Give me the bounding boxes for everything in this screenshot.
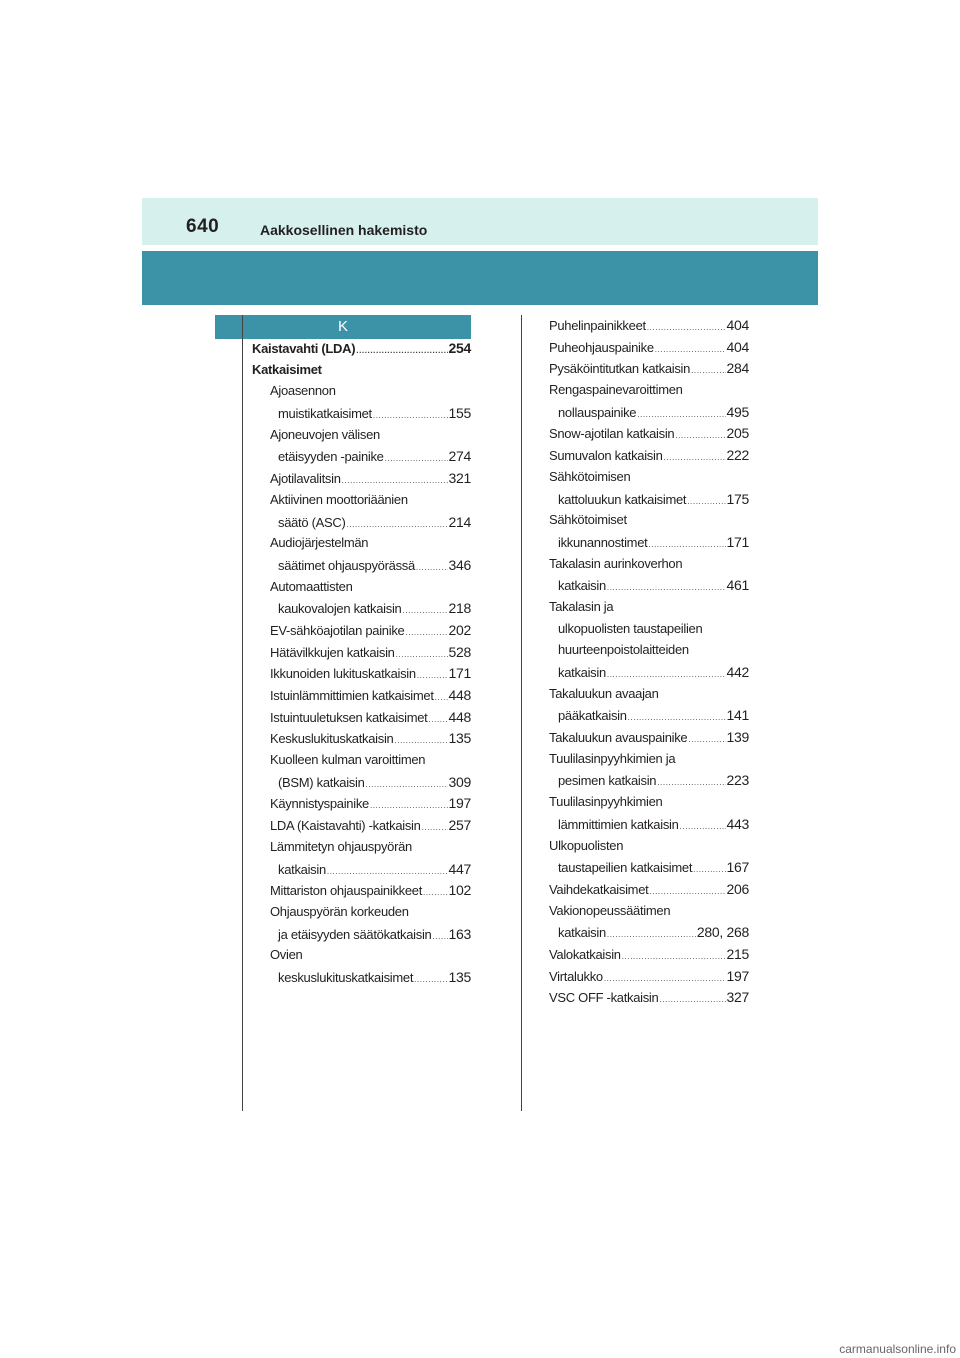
page-reference: 163 (448, 925, 471, 942)
entry-label: Kaistavahti (LDA) (252, 341, 356, 356)
section-letter: K (215, 315, 471, 339)
index-entry (252, 817, 471, 839)
page-reference: 448 (448, 687, 471, 703)
page-reference: 139 (726, 729, 749, 746)
index-entry (549, 946, 749, 968)
index-entry (549, 924, 749, 946)
leader-dots (370, 801, 448, 810)
entry-label: pesimen katkaisin (558, 773, 657, 789)
index-entry (549, 404, 749, 426)
index-entry (549, 989, 749, 1011)
entry-label: katkaisin (558, 665, 606, 680)
entry-label: Aktiivinen moottoriäänien (270, 491, 408, 507)
leader-dots (604, 974, 726, 983)
entry-label: säätimet ohjauspyörässä (278, 557, 415, 573)
leader-dots (622, 952, 726, 961)
page-reference: 280, 268 (696, 924, 749, 941)
leader-dots (688, 735, 725, 744)
entry-label: Katkaisimet (252, 361, 322, 377)
index-entry (549, 534, 749, 556)
entry-label: muistikatkaisimet (278, 406, 372, 422)
index-entry (549, 794, 749, 816)
entry-label: kattoluukun katkaisimet (558, 491, 687, 507)
leader-dots (607, 930, 696, 939)
page-reference: 223 (726, 772, 749, 789)
page-reference: 167 (726, 859, 749, 876)
index-entry (549, 664, 749, 686)
index-entry (549, 686, 749, 708)
index-entry (549, 469, 749, 491)
entry-label: Tuulilasinpyyhkimien (549, 794, 663, 810)
leader-dots (432, 932, 447, 941)
entry-label: Ulkopuolisten (549, 837, 624, 853)
index-entry (549, 838, 749, 860)
page-reference: 205 (726, 425, 749, 442)
page-reference: 327 (726, 989, 749, 1006)
leader-dots (396, 650, 448, 659)
leader-dots (647, 323, 726, 332)
entry-label: Takaluukun avauspainike (549, 730, 688, 746)
index-entry (549, 491, 749, 513)
entry-label: katkaisin (278, 861, 326, 877)
leader-dots (366, 780, 448, 789)
index-entry (549, 382, 749, 404)
leader-dots (327, 867, 448, 876)
page-reference: 448 (448, 708, 471, 725)
page-reference: 461 (726, 577, 749, 594)
entry-label: Ikkunoiden lukituskatkaisin (270, 666, 416, 682)
index-entry (549, 968, 749, 990)
index-entry (549, 512, 749, 534)
entry-label: etäisyyden -painike (278, 449, 384, 465)
index-entry (252, 926, 471, 948)
index-entry (252, 427, 471, 449)
footer-watermark: carmanualsonline.info (839, 1342, 956, 1356)
entry-label: Istuinlämmittimien katkaisimet (270, 688, 434, 703)
leader-dots (664, 453, 726, 462)
entry-label: taustapeilien katkaisimet (558, 860, 693, 876)
index-entry (252, 752, 471, 774)
leader-dots (422, 823, 448, 832)
page-reference: 284 (726, 360, 749, 377)
index-entry (549, 317, 749, 339)
index-entry (252, 514, 471, 536)
entry-label: Audiojärjestelmän (270, 535, 369, 551)
leader-dots (657, 778, 725, 787)
leader-dots (675, 431, 725, 440)
index-entry (252, 644, 471, 666)
index-entry (549, 881, 749, 903)
entry-label: säätö (ASC) (278, 514, 346, 530)
index-column-left (252, 340, 471, 991)
entry-label: keskuslukituskatkaisimet (278, 969, 414, 985)
index-entry (549, 707, 749, 729)
index-entry (252, 579, 471, 601)
leader-dots (648, 540, 725, 549)
index-entry (549, 621, 749, 643)
index-entry (252, 448, 471, 470)
leader-dots (342, 476, 448, 485)
leader-dots (356, 346, 447, 355)
leader-dots (637, 410, 725, 419)
entry-label: Kuolleen kulman varoittimen (270, 752, 426, 768)
entry-label: ulkopuolisten taustapeilien (558, 620, 703, 636)
index-entry (252, 340, 471, 362)
page-number: 640 (186, 216, 220, 237)
leader-dots (405, 628, 447, 637)
entry-label: lämmittimien katkaisin (558, 816, 679, 832)
page-reference: 206 (726, 880, 749, 897)
entry-label: ja etäisyyden säätökatkaisin (278, 926, 432, 942)
leader-dots (607, 583, 726, 592)
page-reference: 495 (726, 403, 749, 420)
page-reference: 257 (448, 817, 471, 834)
page-reference: 141 (726, 707, 749, 724)
leader-dots (416, 563, 448, 572)
leader-dots (628, 713, 726, 722)
entry-label: Takalasin aurinkoverhon (549, 555, 683, 571)
index-entry (252, 383, 471, 405)
index-entry (252, 709, 471, 731)
entry-label: Puhelinpainikkeet (549, 318, 646, 333)
leader-dots (680, 822, 726, 831)
page-reference: 171 (448, 665, 471, 682)
entry-label: (BSM) katkaisin (278, 774, 365, 790)
index-entry (252, 882, 471, 904)
index-entry (252, 622, 471, 644)
entry-label: ikkunannostimet (558, 534, 648, 550)
index-entry (549, 772, 749, 794)
entry-label: LDA (Kaistavahti) -katkaisin (270, 818, 421, 834)
page-reference: 135 (448, 730, 471, 747)
index-entry (252, 861, 471, 883)
page-reference: 135 (448, 968, 471, 985)
page-reference: 321 (448, 470, 471, 487)
page-reference: 218 (448, 600, 471, 617)
entry-label: Rengaspainevaroittimen (549, 382, 683, 398)
index-entry (252, 362, 471, 384)
entry-label: huurteenpoistolaitteiden (558, 642, 689, 658)
entry-label: Lämmitetyn ohjauspyörän (270, 838, 412, 854)
entry-label: pääkatkaisin (558, 708, 627, 724)
index-entry (252, 665, 471, 687)
index-entry (252, 470, 471, 492)
leader-dots (347, 520, 448, 529)
entry-label: Ajoneuvojen välisen (270, 426, 380, 442)
entry-label: Puheohjauspainike (549, 339, 654, 355)
leader-dots (659, 995, 725, 1004)
leader-dots (649, 887, 725, 896)
index-entry (549, 859, 749, 881)
entry-label: Automaattisten (270, 578, 353, 594)
index-entry (252, 535, 471, 557)
entry-label: katkaisin (558, 578, 606, 594)
entry-label: Käynnistyspainike (270, 796, 369, 812)
page-reference: 443 (726, 815, 749, 832)
leader-dots (373, 411, 448, 420)
index-entry (252, 730, 471, 752)
leader-dots (402, 606, 447, 615)
leader-dots (385, 454, 448, 463)
entry-label: Snow-ajotilan katkaisin (549, 426, 675, 442)
entry-label: Ajotilavalitsin (270, 471, 341, 487)
page-reference: 404 (726, 338, 749, 355)
leader-dots (429, 715, 448, 724)
page-reference: 222 (726, 447, 749, 464)
page-reference: 202 (448, 621, 471, 638)
entry-label: Tuulilasinpyyhkimien ja (549, 750, 676, 766)
entry-label: Mittariston ohjauspainikkeet (270, 883, 423, 899)
leader-dots (607, 670, 726, 679)
index-entry (549, 360, 749, 382)
entry-label: Sähkötoimiset (549, 512, 627, 528)
page-reference: 197 (448, 795, 471, 812)
index-entry (252, 600, 471, 622)
entry-label: Hätävilkkujen katkaisin (270, 644, 395, 660)
index-entry (549, 425, 749, 447)
index-entry (549, 903, 749, 925)
leader-dots (423, 888, 448, 897)
page-reference: 274 (448, 448, 471, 465)
section-band (142, 251, 818, 305)
left-column-rule (242, 315, 243, 1111)
index-column-right (549, 317, 749, 1011)
index-entry (252, 969, 471, 991)
entry-label: Takalasin ja (549, 598, 614, 614)
page-reference: 447 (448, 860, 471, 877)
page-title: Aakkosellinen hakemisto (260, 222, 428, 238)
page-reference: 197 (726, 967, 749, 984)
entry-label: nollauspainike (558, 404, 637, 420)
entry-label: Sumuvalon katkaisin (549, 448, 663, 464)
entry-label: Ohjauspyörän korkeuden (270, 903, 409, 919)
page-reference: 528 (448, 643, 471, 660)
index-entry (252, 774, 471, 796)
entry-label: Virtalukko (549, 968, 603, 984)
index-entry (549, 751, 749, 773)
leader-dots (414, 975, 447, 984)
page-reference: 171 (726, 533, 749, 550)
leader-dots (655, 345, 726, 354)
entry-label: Takaluukun avaajan (549, 685, 659, 701)
entry-label: Vakionopeussäätimen (549, 902, 671, 918)
entry-label: Ovien (270, 947, 303, 963)
index-entry (252, 557, 471, 579)
index-entry (549, 599, 749, 621)
leader-dots (394, 736, 447, 745)
leader-dots (693, 865, 725, 874)
entry-label: Vaihdekatkaisimet (549, 881, 649, 897)
index-entry (252, 904, 471, 926)
leader-dots (435, 693, 448, 702)
index-entry (549, 339, 749, 361)
index-entry (549, 729, 749, 751)
entry-label: kaukovalojen katkaisin (278, 601, 402, 617)
page-reference: 404 (726, 317, 749, 333)
page-reference: 175 (726, 490, 749, 507)
page-reference: 309 (448, 773, 471, 790)
right-column-rule (521, 315, 522, 1111)
entry-label: Valokatkaisin (549, 946, 621, 962)
page-reference: 254 (448, 340, 471, 356)
leader-dots (417, 671, 448, 680)
index-entry (252, 795, 471, 817)
index-entry (549, 577, 749, 599)
leader-dots (691, 366, 725, 375)
entry-label: Istuintuuletuksen katkaisimet (270, 709, 428, 725)
index-entry (549, 642, 749, 664)
page-reference: 102 (448, 882, 471, 899)
index-entry (549, 556, 749, 578)
index-entry (252, 492, 471, 514)
leader-dots (687, 497, 725, 506)
page-reference: 155 (448, 405, 471, 422)
index-entry (549, 447, 749, 469)
index-entry (252, 405, 471, 427)
entry-label: VSC OFF -katkaisin (549, 990, 659, 1006)
page-reference: 215 (726, 945, 749, 962)
header-band (142, 198, 818, 245)
entry-label: Keskuslukituskatkaisin (270, 731, 394, 747)
index-entry (252, 839, 471, 861)
entry-label: Sähkötoimisen (549, 468, 631, 484)
entry-label: katkaisin (558, 925, 606, 941)
page-reference: 442 (726, 664, 749, 680)
entry-label: EV-sähköajotilan painike (270, 622, 405, 638)
entry-label: Ajoasennon (270, 383, 336, 399)
page-reference: 214 (448, 513, 471, 530)
index-entry (549, 816, 749, 838)
index-entry (252, 947, 471, 969)
entry-label: Pysäköintitutkan katkaisin (549, 361, 691, 377)
page-reference: 346 (448, 556, 471, 573)
index-entry (252, 687, 471, 709)
